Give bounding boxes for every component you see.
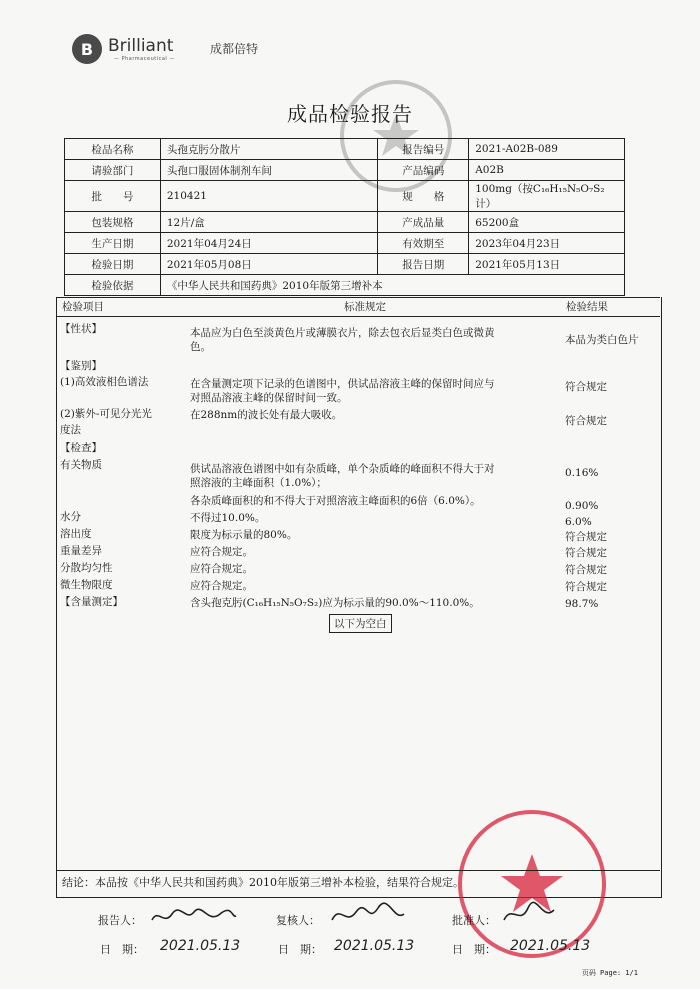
prod-date-value: 2021年04月24日: [160, 233, 378, 254]
table-row: [65, 139, 625, 160]
std-assay: 含头孢克肟(C₁₆H₁₅N₅O₇S₂)应为标示量的90.0%～110.0%。: [190, 597, 480, 609]
report-date-value: 2021年05月13日: [469, 254, 625, 275]
pack-value: 12片/盒: [160, 212, 378, 233]
res-water: 6.0%: [565, 516, 592, 528]
res-related-2: 0.90%: [565, 500, 599, 512]
reporter-signature-icon: [148, 904, 238, 928]
basis-value: 《中华人民共和国药典》2010年版第三增补本: [160, 275, 624, 296]
logo-mark-icon: B: [72, 34, 102, 64]
pack-label: 包装规格: [65, 212, 161, 233]
std-uv: 在288nm的波长处有最大吸收。: [190, 409, 343, 421]
product-code-label: 产品编码: [378, 160, 469, 181]
test-date-label: 检验日期: [65, 254, 161, 275]
company-logo: [72, 32, 302, 68]
date-label-2: 日 期：: [278, 943, 322, 956]
spec-value: 100mg（按C₁₆H₁₅N₅O₇S₂计）: [469, 181, 625, 212]
table-row: [65, 254, 625, 275]
table-row: [65, 181, 625, 212]
reviewer-label: 复核人：: [276, 914, 320, 927]
report-no-value: 2021-A02B-089: [469, 139, 625, 160]
qty-label: 产成品量: [378, 212, 469, 233]
item-microbial: 微生物限度: [60, 579, 113, 591]
res-assay: 98.7%: [565, 598, 599, 610]
table-row: [65, 233, 625, 254]
res-related-1: 0.16%: [565, 467, 599, 479]
table-row: [65, 275, 625, 296]
prod-date-label: 生产日期: [65, 233, 161, 254]
std-hplc-2: 对照品溶液主峰的保留时间一致。: [190, 392, 348, 404]
std-hplc-1: 在含量测定项下记录的色谱图中，供试品溶液主峰的保留时间应与: [190, 378, 495, 390]
item-appearance: 【性状】: [60, 323, 102, 335]
dept-value: 头孢口服固体制剂车间: [160, 160, 378, 181]
expiry-value: 2023年04月23日: [469, 233, 625, 254]
results-header: [56, 297, 660, 317]
date-label-1: 日 期：: [100, 943, 144, 956]
std-dissolution: 限度为标示量的80%。: [190, 529, 298, 541]
info-table: [64, 138, 625, 296]
res-hplc: 符合规定: [565, 381, 607, 393]
page-number: 页码 Page: 1/1: [581, 969, 638, 977]
item-weight-variation: 重量差异: [60, 545, 102, 557]
batch-label: 批 号: [65, 181, 161, 212]
qty-value: 65200盒: [469, 212, 625, 233]
item-hplc: (1)高效液相色谱法: [60, 376, 149, 388]
item-inspection: 【检查】: [60, 442, 102, 454]
reporter-label: 报告人：: [98, 914, 142, 927]
report-no-label: 报告编号: [378, 139, 469, 160]
std-related-1: 供试品溶液色谱图中如有杂质峰，单个杂质峰的峰面积不得大于对: [190, 463, 495, 475]
basis-label: 检验依据: [65, 275, 161, 296]
blank-marker: 以下为空白: [329, 614, 392, 633]
std-appearance-1: 本品应为白色至淡黄色片或薄膜衣片，除去包衣后显类白色或微黄: [190, 327, 495, 339]
std-dispersion: 应符合规定。: [190, 563, 253, 575]
item-assay: 【含量测定】: [60, 596, 123, 608]
std-weight-variation: 应符合规定。: [190, 546, 253, 558]
report-date-label: 报告日期: [378, 254, 469, 275]
batch-value: 210421: [160, 181, 378, 212]
item-related-substances: 有关物质: [60, 459, 102, 471]
logo-subtitle: — Pharmaceutical —: [114, 56, 175, 62]
logo-english-name: Brilliant: [108, 36, 174, 56]
reviewer-signature-icon: [328, 902, 408, 928]
std-microbial: 应符合规定。: [190, 580, 253, 592]
res-dispersion: 符合规定: [565, 564, 607, 576]
logo-chinese-name: 成都倍特: [210, 42, 259, 56]
item-water: 水分: [60, 511, 81, 523]
table-row: [65, 212, 625, 233]
product-code-value: A02B: [469, 160, 625, 181]
header-result: 检验结果: [566, 301, 608, 313]
res-dissolution: 符合规定: [565, 531, 607, 543]
res-microbial: 符合规定: [565, 581, 607, 593]
item-dispersion: 分散均匀性: [60, 562, 113, 574]
item-uv-1: (2)紫外-可见分光光: [60, 408, 152, 420]
expiry-label: 有效期至: [378, 233, 469, 254]
page-title: 成品检验报告: [287, 102, 413, 126]
item-uv-2: 度法: [60, 424, 81, 436]
spec-label: 规 格: [378, 181, 469, 212]
table-row: [65, 160, 625, 181]
date-label-3: 日 期：: [452, 943, 496, 956]
conclusion-text: 结论：本品按《中华人民共和国药典》2010年版第三增补本检验，结果符合规定。: [62, 876, 464, 889]
reporter-date: 2021.05.13: [160, 938, 241, 954]
res-appearance: 本品为类白色片: [565, 334, 639, 346]
res-uv: 符合规定: [565, 415, 607, 427]
reviewer-date: 2021.05.13: [334, 938, 415, 954]
std-related-2: 照溶液的主峰面积（1.0%）；: [190, 477, 327, 489]
std-appearance-2: 色。: [190, 341, 211, 353]
std-related-3: 各杂质峰面积的和不得大于对照溶液主峰面积的6倍（6.0%）。: [190, 495, 481, 507]
product-name-label: 检品名称: [65, 139, 161, 160]
approver-date: 2021.05.13: [510, 938, 591, 954]
header-item: 检验项目: [62, 301, 104, 313]
approver-signature-icon: [498, 900, 558, 928]
item-identification: 【鉴别】: [60, 360, 102, 372]
item-dissolution: 溶出度: [60, 528, 92, 540]
approver-label: 批准人：: [452, 914, 496, 927]
product-name-value: 头孢克肟分散片: [160, 139, 378, 160]
std-water: 不得过10.0%。: [190, 512, 266, 524]
dept-label: 请验部门: [65, 160, 161, 181]
header-standard: 标准规定: [344, 301, 386, 313]
test-date-value: 2021年05月08日: [160, 254, 378, 275]
res-weight-variation: 符合规定: [565, 547, 607, 559]
conclusion-divider: [56, 870, 660, 871]
